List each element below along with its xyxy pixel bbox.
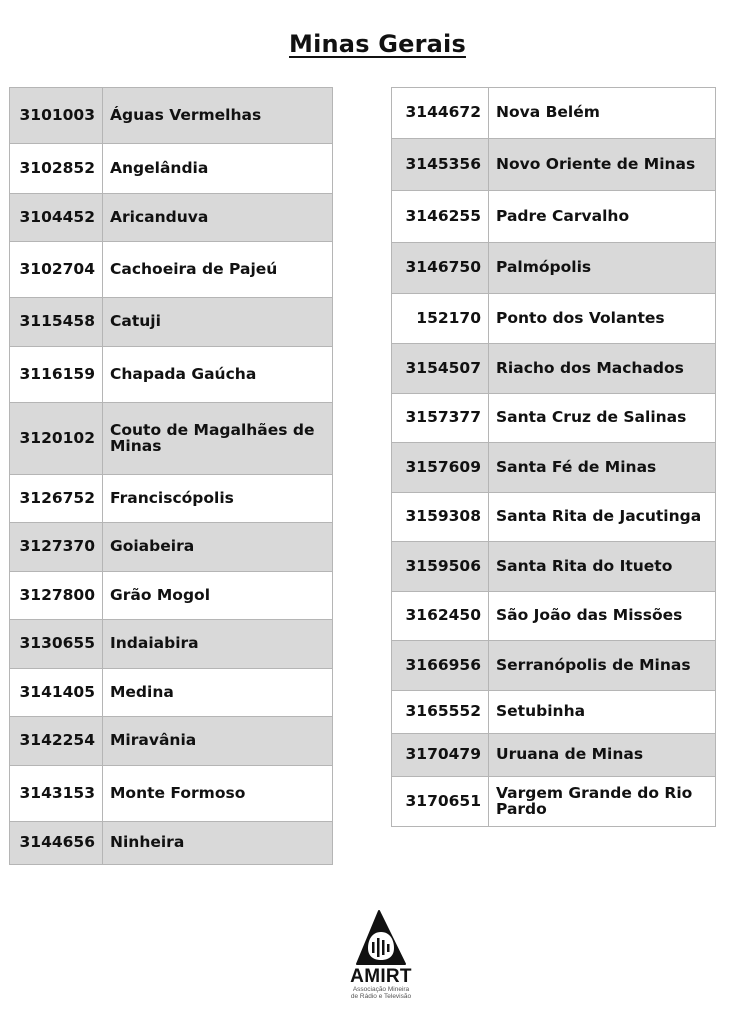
municipality-code: 3146750 (392, 243, 489, 294)
municipality-code: 3170479 (392, 734, 489, 777)
table-row (392, 294, 716, 344)
table-row (10, 347, 333, 403)
municipality-name: Novo Oriente de Minas (489, 139, 716, 191)
table-row (10, 403, 333, 475)
table-row (10, 620, 333, 669)
municipality-name: Chapada Gaúcha (103, 347, 333, 403)
municipality-code: 3162450 (392, 592, 489, 641)
municipality-name: Miravânia (103, 717, 333, 766)
municipality-code: 3165552 (392, 691, 489, 734)
municipality-code: 3145356 (392, 139, 489, 191)
table-row (10, 88, 333, 144)
municipality-name: Setubinha (489, 691, 716, 734)
municipality-code: 3120102 (10, 403, 103, 475)
municipality-code: 3127800 (10, 572, 103, 620)
municipality-code: 3141405 (10, 669, 103, 717)
municipality-name: Ninheira (103, 822, 333, 865)
table-row (392, 542, 716, 592)
table-row (10, 194, 333, 242)
table-row (10, 822, 333, 865)
municipality-name: Grão Mogol (103, 572, 333, 620)
municipality-code: 3127370 (10, 523, 103, 572)
table-row (392, 691, 716, 734)
municipality-name: Santa Rita do Itueto (489, 542, 716, 592)
table-row (392, 394, 716, 443)
municipality-name: Cachoeira de Pajeú (103, 242, 333, 298)
municipality-code: 3157377 (392, 394, 489, 443)
municipality-name: Santa Cruz de Salinas (489, 394, 716, 443)
table-row (10, 766, 333, 822)
municipality-code: 3159506 (392, 542, 489, 592)
municipality-code: 3126752 (10, 475, 103, 523)
table-row (10, 242, 333, 298)
municipality-name: Goiabeira (103, 523, 333, 572)
municipality-code: 3102852 (10, 144, 103, 194)
municipality-table-right (391, 87, 716, 827)
table-row (10, 144, 333, 194)
municipality-name: Aricanduva (103, 194, 333, 242)
municipality-code: 3115458 (10, 298, 103, 347)
municipality-code: 152170 (392, 294, 489, 344)
municipality-code: 3154507 (392, 344, 489, 394)
municipality-code: 3144656 (10, 822, 103, 865)
table-row (392, 243, 716, 294)
municipality-code: 3104452 (10, 194, 103, 242)
logo-name: AMIRT (350, 966, 412, 987)
municipality-name: Catuji (103, 298, 333, 347)
table-row (10, 475, 333, 523)
amirt-triangle-logo-icon (355, 910, 407, 966)
municipality-name: Ponto dos Volantes (489, 294, 716, 344)
municipality-code: 3143153 (10, 766, 103, 822)
municipality-name: Santa Fé de Minas (489, 443, 716, 493)
logo-subtitle-line1: Associação Mineira (352, 986, 410, 993)
table-row (392, 592, 716, 641)
table-row (392, 734, 716, 777)
municipality-code: 3159308 (392, 493, 489, 542)
municipality-table-left (9, 87, 333, 865)
municipality-code: 3157609 (392, 443, 489, 493)
table-row (10, 717, 333, 766)
municipality-name: Padre Carvalho (489, 191, 716, 243)
table-row (392, 777, 716, 827)
municipality-name: Uruana de Minas (489, 734, 716, 777)
amirt-logo (336, 910, 426, 1000)
municipality-name: Palmópolis (489, 243, 716, 294)
municipality-code: 3146255 (392, 191, 489, 243)
municipality-name: Monte Formoso (103, 766, 333, 822)
municipality-code: 3101003 (10, 88, 103, 144)
table-row (10, 572, 333, 620)
municipality-code: 3166956 (392, 641, 489, 691)
table-row (392, 443, 716, 493)
table-row (392, 191, 716, 243)
table-row (392, 641, 716, 691)
municipality-name: Santa Rita de Jacutinga (489, 493, 716, 542)
municipality-code: 3102704 (10, 242, 103, 298)
municipality-name: Nova Belém (489, 88, 716, 139)
table-row (10, 523, 333, 572)
logo-subtitle-line2: de Rádio e Televisão (350, 993, 412, 1000)
municipality-code: 3116159 (10, 347, 103, 403)
table-row (10, 298, 333, 347)
municipality-name: Vargem Grande do Rio Pardo (489, 777, 716, 827)
municipality-name: Indaiabira (103, 620, 333, 669)
municipality-name: Riacho dos Machados (489, 344, 716, 394)
table-row (392, 139, 716, 191)
municipality-code: 3142254 (10, 717, 103, 766)
municipality-name: Couto de Magalhães de Minas (103, 403, 333, 475)
municipality-name: Angelândia (103, 144, 333, 194)
table-row (392, 493, 716, 542)
table-row (10, 669, 333, 717)
municipality-name: Águas Vermelhas (103, 88, 333, 144)
table-row (392, 88, 716, 139)
municipality-name: São João das Missões (489, 592, 716, 641)
page-title: Minas Gerais (289, 30, 466, 58)
municipality-code: 3144672 (392, 88, 489, 139)
municipality-name: Medina (103, 669, 333, 717)
table-row (392, 344, 716, 394)
municipality-code: 3130655 (10, 620, 103, 669)
municipality-code: 3170651 (392, 777, 489, 827)
municipality-name: Franciscópolis (103, 475, 333, 523)
municipality-name: Serranópolis de Minas (489, 641, 716, 691)
